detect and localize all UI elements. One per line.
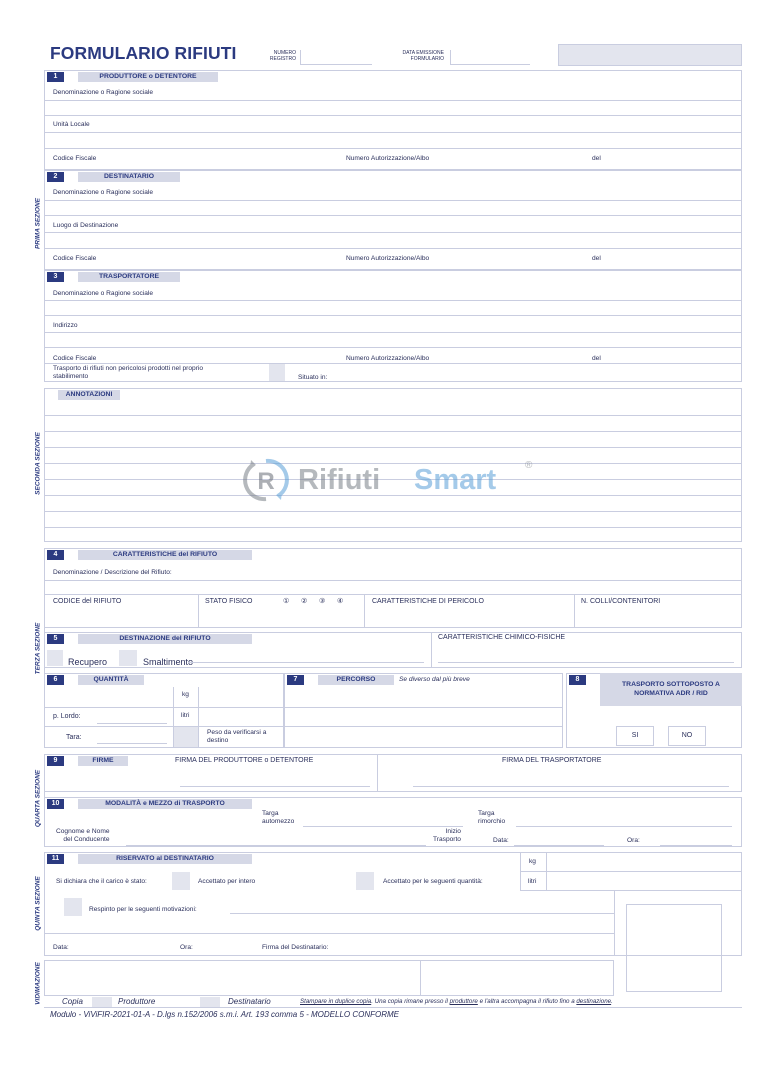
section-8-title: TRASPORTO SOTTOPOSTO A NORMATIVA ADR / RID (600, 673, 742, 706)
s10-ora-label: Ora: (627, 837, 640, 844)
svg-text:R: R (257, 468, 275, 495)
footer-copia-label: Copia (62, 997, 83, 1006)
vidimazione-box[interactable] (44, 960, 614, 996)
s9-trasportatore-label: FIRMA DEL TRASPORTATORE (502, 757, 602, 764)
respinto-checkbox[interactable] (64, 898, 82, 916)
s6-tara-shade (174, 727, 198, 747)
s4-descr-label: Denominazione / Descrizione del Rifiuto: (53, 569, 172, 576)
s1-del-label: del (592, 155, 601, 162)
section-6-number: 6 (47, 675, 64, 685)
stato-option-1[interactable]: ① (283, 598, 290, 605)
side-label-quinta: QUINTA SEZIONE (34, 876, 42, 931)
section-7-title: PERCORSO (318, 675, 394, 685)
s3-situato-label: Situato in: (298, 374, 328, 381)
s4-stato-label: STATO FISICO (205, 598, 253, 605)
watermark-text-a: Rifiuti (298, 464, 381, 496)
section-4-title: CARATTERISTICHE del RIFIUTO (78, 550, 252, 560)
s1-cf-label: Codice Fiscale (53, 155, 97, 162)
s3-trasporto-checkbox[interactable] (269, 364, 285, 381)
accettato-intero-checkbox[interactable] (172, 872, 190, 890)
section-7-number: 7 (287, 675, 304, 685)
stato-option-4[interactable]: ④ (337, 598, 344, 605)
section-5-number: 5 (47, 634, 64, 644)
section-1-number: 1 (47, 72, 64, 82)
adr-si-box[interactable]: SI (616, 726, 654, 746)
form-title: FORMULARIO RIFIUTI (50, 43, 237, 63)
s10-conducente-label: Cognome e Nome del Conducente (56, 828, 110, 843)
s2-cf-label: Codice Fiscale (53, 255, 97, 262)
s11-dichiara-label: Si dichiara che il carico è stato: (56, 878, 147, 885)
rifiutismart-watermark (242, 456, 542, 504)
s11-respinto-label: Respinto per le seguenti motivazioni: (89, 906, 197, 913)
s7-note-label: Se diverso dal più breve (399, 676, 470, 683)
smaltimento-checkbox[interactable] (119, 650, 137, 666)
section-11-title: RISERVATO al DESTINATARIO (78, 854, 252, 864)
s4-pericolo-label: CARATTERISTICHE DI PERICOLO (372, 598, 484, 605)
copia-produttore-checkbox[interactable] (92, 997, 112, 1007)
s3-aut-label: Numero Autorizzazione/Albo (346, 355, 430, 362)
s3-trasporto-label: Trasporto di rifiuti non pericolosi prodotti nel proprio stabilimento (53, 365, 204, 380)
s3-indirizzo-label: Indirizzo (53, 322, 78, 329)
s5-chimico-label: CARATTERISTICHE CHIMICO-FISICHE (438, 634, 566, 641)
section-6-title: QUANTITÀ (78, 675, 144, 685)
numero-registro-label: NUMERO REGISTRO (269, 50, 296, 62)
s1-denominazione-label: Denominazione o Ragione sociale (53, 89, 154, 96)
section-2-title: DESTINATARIO (78, 172, 180, 182)
watermark-registered: ® (525, 460, 533, 471)
s4-colli-label: N. COLLI/CONTENITORI (581, 598, 661, 605)
s3-denominazione-label: Denominazione o Ragione sociale (53, 290, 154, 297)
footer-stampare: Stampare in duplice copia (300, 998, 372, 1005)
section-10-title: MODALITÀ e MEZZO di TRASPORTO (78, 799, 252, 809)
accettato-quantita-checkbox[interactable] (356, 872, 374, 890)
stato-option-2[interactable]: ② (301, 598, 308, 605)
s10-targa-auto-label: Targa automezzo (262, 810, 295, 825)
s2-denominazione-label: Denominazione o Ragione sociale (53, 189, 154, 196)
s6-peso-label: Peso da verificarsi a destino (207, 729, 267, 744)
s6-litri-label: litri (181, 712, 190, 719)
section-3-number: 3 (47, 272, 64, 282)
footer-note (300, 998, 613, 1005)
s10-data-label: Data: (493, 837, 509, 844)
footer-produttore-label: Produttore (118, 997, 156, 1006)
s11-data-label: Data: (53, 944, 69, 951)
side-label-vidimazione: VIDIMAZIONE (34, 962, 42, 1005)
recupero-checkbox[interactable] (47, 650, 63, 666)
s2-luogo-label: Luogo di Destinazione (53, 222, 119, 229)
recupero-label: Recupero (68, 657, 108, 667)
s1-aut-label: Numero Autorizzazione/Albo (346, 155, 430, 162)
footer-prod-underline: produttore (449, 998, 478, 1005)
stamp-box[interactable] (626, 904, 722, 992)
copia-destinatario-checkbox[interactable] (200, 997, 220, 1007)
section-1-title: PRODUTTORE o DETENTORE (78, 72, 218, 82)
s6-kg-label: kg (182, 691, 189, 698)
section-9-title: FIRME (78, 756, 128, 766)
section-9-number: 9 (47, 756, 64, 766)
s10-targa-rim-label: Targa rimorchio (478, 810, 506, 825)
logo-r-icon (242, 456, 290, 504)
footer-destinatario-label: Destinatario (228, 997, 271, 1006)
footer-modulo: Modulo - ViViFIR-2021-01-A - D.lgs n.152/2006 s.m.i. Art. 193 comma 5 - MODELLO CONFORME (50, 1010, 400, 1019)
annotazioni-title: ANNOTAZIONI (58, 390, 120, 400)
section-8-number: 8 (569, 675, 586, 685)
section-3-title: TRASPORTATORE (78, 272, 180, 282)
section-5-title: DESTINAZIONE del RIFIUTO (78, 634, 252, 644)
s1-unita-label: Unità Locale (53, 121, 90, 128)
s11-litri-label: litri (528, 878, 537, 885)
section-4-box (44, 548, 742, 628)
footer-rest1: . Una copia rimane presso il (371, 998, 450, 1005)
section-2-number: 2 (47, 172, 64, 182)
side-label-seconda: SECONDA SEZIONE (34, 432, 42, 495)
s3-cf-label: Codice Fiscale (53, 355, 97, 362)
s6-tara-label: Tara: (66, 734, 82, 741)
s11-quantita-label: Accettato per le seguenti quantità: (383, 878, 483, 885)
header-empty-box[interactable] (558, 44, 742, 66)
section-11-number: 11 (47, 854, 64, 864)
s2-aut-label: Numero Autorizzazione/Albo (346, 255, 430, 262)
adr-no-box[interactable]: NO (668, 726, 706, 746)
s2-del-label: del (592, 255, 601, 262)
s11-kg-label: kg (529, 858, 536, 865)
watermark-text-b: Smart (414, 464, 497, 496)
section-4-number: 4 (47, 550, 64, 560)
footer-rest2: e l'altra accompagna il rifiuto fino a (477, 998, 577, 1005)
s10-inizio-label: Inizio Trasporto (433, 828, 461, 843)
s6-plordo-label: p. Lordo: (53, 713, 81, 720)
footer-dest-underline: destinazione (576, 998, 612, 1005)
section-10-number: 10 (47, 799, 64, 809)
s11-intero-label: Accettato per intero (198, 878, 256, 885)
s4-codice-label: CODICE del RIFIUTO (53, 598, 122, 605)
s11-firma-label: Firma del Destinatario: (262, 944, 329, 951)
side-label-prima: PRIMA SEZIONE (34, 197, 42, 250)
s3-del-label: del (592, 355, 601, 362)
smaltimento-label: Smaltimento (143, 657, 194, 667)
s9-produttore-label: FIRMA DEL PRODUTTORE o DETENTORE (175, 757, 314, 764)
side-label-terza: TERZA SEZIONE (34, 622, 42, 675)
footer-rest3: . (611, 998, 613, 1005)
data-emissione-label: DATA EMISSIONE FORMULARIO (402, 50, 444, 62)
s11-ora-label: Ora: (180, 944, 193, 951)
side-label-quarta: QUARTA SEZIONE (34, 769, 42, 828)
stato-option-3[interactable]: ③ (319, 598, 326, 605)
